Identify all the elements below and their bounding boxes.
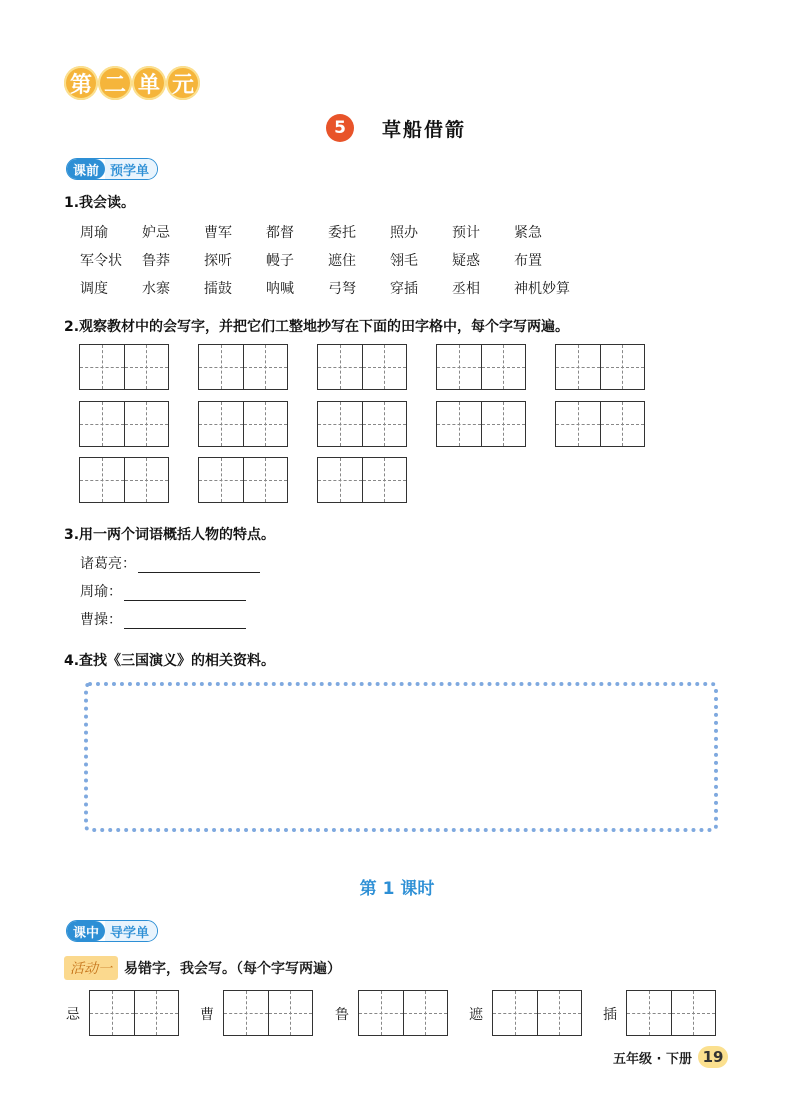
grid-cell[interactable]: [363, 345, 407, 389]
writing-grid[interactable]: [198, 457, 288, 503]
grid-cell[interactable]: [244, 345, 288, 389]
activity-1: [64, 956, 341, 980]
practice-grid[interactable]: [89, 990, 179, 1036]
tag-label-primary: 课中: [67, 921, 105, 941]
writing-grid[interactable]: [555, 401, 645, 447]
word-row: [80, 274, 640, 302]
grid-cell[interactable]: [199, 458, 244, 502]
writing-grid[interactable]: [198, 401, 288, 447]
grid-cell[interactable]: [80, 458, 125, 502]
grid-cell[interactable]: [135, 991, 179, 1035]
lesson-name: 草船借箭: [382, 118, 467, 141]
grid-cell[interactable]: [404, 991, 448, 1035]
unit-title: [64, 66, 200, 104]
grid-cell[interactable]: [318, 345, 363, 389]
grid-cell[interactable]: [363, 402, 407, 446]
practice-char: 插: [603, 1007, 617, 1023]
word: 都督: [266, 225, 294, 241]
pre-class-tag: [66, 158, 158, 180]
word-row: [80, 246, 640, 274]
writing-grid[interactable]: [317, 344, 407, 390]
practice-char: 鲁: [335, 1007, 349, 1023]
word: 神机妙算: [514, 281, 570, 297]
grid-cell[interactable]: [90, 991, 135, 1035]
word: 弓弩: [328, 281, 356, 297]
grid-cell[interactable]: [199, 345, 244, 389]
grid-cell[interactable]: [224, 991, 269, 1035]
word: 探听: [204, 253, 232, 269]
word: 照办: [390, 225, 418, 241]
word: 水寨: [142, 281, 170, 297]
word: 妒忌: [142, 225, 170, 241]
grid-cell[interactable]: [318, 402, 363, 446]
practice-char: 遮: [469, 1007, 483, 1023]
answer-line[interactable]: [124, 611, 246, 629]
trait-fill-caocao: [80, 609, 246, 629]
unit-title-char: 第: [64, 66, 98, 100]
practice-char: 曹: [200, 1007, 214, 1023]
reading-word-list: [80, 218, 640, 302]
word: 穿插: [390, 281, 418, 297]
grid-cell[interactable]: [363, 458, 407, 502]
writing-grid[interactable]: [79, 457, 169, 503]
word: 周瑜: [80, 225, 108, 241]
grid-cell[interactable]: [601, 345, 645, 389]
grid-cell[interactable]: [627, 991, 672, 1035]
grid-cell[interactable]: [437, 345, 482, 389]
word: 遮住: [328, 253, 356, 269]
tag-label-primary: 课前: [67, 159, 105, 179]
trait-name: 周瑜：: [80, 584, 122, 600]
word: 委托: [328, 225, 356, 241]
grid-cell[interactable]: [125, 458, 169, 502]
research-notes-box[interactable]: [84, 682, 718, 832]
question-4-label: 4.查找《三国演义》的相关资料。: [64, 653, 276, 669]
in-class-tag: [66, 920, 158, 942]
word: 丞相: [452, 281, 480, 297]
practice-grid[interactable]: [492, 990, 582, 1036]
page-footer: [613, 1046, 728, 1068]
grid-cell[interactable]: [80, 345, 125, 389]
grid-cell[interactable]: [125, 345, 169, 389]
word: 擂鼓: [204, 281, 232, 297]
practice-grid[interactable]: [358, 990, 448, 1036]
unit-title-char: 元: [166, 66, 200, 100]
activity-instruction: 易错字，我会写。（每个字写两遍）: [124, 961, 341, 977]
trait-fill-zhouyu: [80, 581, 246, 601]
grid-cell[interactable]: [672, 991, 716, 1035]
word-row: [80, 218, 640, 246]
writing-grid[interactable]: [79, 344, 169, 390]
word: 紧急: [514, 225, 542, 241]
trait-name: 诸葛亮：: [80, 556, 136, 572]
word: 预计: [452, 225, 480, 241]
word: 幔子: [266, 253, 294, 269]
grid-cell[interactable]: [244, 402, 288, 446]
word: 疑惑: [452, 253, 480, 269]
writing-grid[interactable]: [436, 401, 526, 447]
period-heading: 第 1 课时: [359, 879, 435, 899]
grid-cell[interactable]: [482, 345, 526, 389]
writing-grid[interactable]: [317, 457, 407, 503]
practice-char: 忌: [66, 1007, 80, 1023]
trait-fill-zhuge: [80, 553, 260, 573]
grade-label: 五年级 · 下册: [613, 1051, 692, 1067]
answer-line[interactable]: [124, 583, 246, 601]
writing-grid[interactable]: [198, 344, 288, 390]
activity-tag: 活动一: [64, 956, 118, 980]
word: 鲁莽: [142, 253, 170, 269]
word: 布置: [514, 253, 542, 269]
writing-grid[interactable]: [555, 344, 645, 390]
grid-cell[interactable]: [80, 402, 125, 446]
question-3-label: 3.用一两个词语概括人物的特点。: [64, 527, 276, 543]
grid-cell[interactable]: [538, 991, 582, 1035]
grid-cell[interactable]: [482, 402, 526, 446]
word: 呐喊: [266, 281, 294, 297]
lesson-number-badge: 5: [326, 114, 354, 142]
unit-title-char: 二: [98, 66, 132, 100]
tag-label-secondary: 预学单: [105, 159, 157, 179]
trait-name: 曹操：: [80, 612, 122, 628]
word: 军令状: [80, 253, 122, 269]
grid-cell[interactable]: [493, 991, 538, 1035]
question-2-label: 2.观察教材中的会写字，并把它们工整地抄写在下面的田字格中，每个字写两遍。: [64, 319, 570, 335]
practice-grid[interactable]: [626, 990, 716, 1036]
lesson-title: [326, 114, 466, 142]
grid-cell[interactable]: [437, 402, 482, 446]
question-1-label: 1.我会读。: [64, 195, 136, 211]
grid-cell[interactable]: [359, 991, 404, 1035]
unit-title-char: 单: [132, 66, 166, 100]
page-number: 19: [698, 1046, 728, 1068]
writing-grid[interactable]: [317, 401, 407, 447]
writing-grid[interactable]: [79, 401, 169, 447]
grid-cell[interactable]: [199, 402, 244, 446]
grid-cell[interactable]: [601, 402, 645, 446]
writing-grid[interactable]: [436, 344, 526, 390]
word: 翎毛: [390, 253, 418, 269]
grid-cell[interactable]: [318, 458, 363, 502]
grid-cell[interactable]: [556, 402, 601, 446]
practice-grid[interactable]: [223, 990, 313, 1036]
tag-label-secondary: 导学单: [105, 921, 157, 941]
word: 曹军: [204, 225, 232, 241]
grid-cell[interactable]: [125, 402, 169, 446]
grid-cell[interactable]: [556, 345, 601, 389]
word: 调度: [80, 281, 108, 297]
grid-cell[interactable]: [244, 458, 288, 502]
answer-line[interactable]: [138, 555, 260, 573]
grid-cell[interactable]: [269, 991, 313, 1035]
